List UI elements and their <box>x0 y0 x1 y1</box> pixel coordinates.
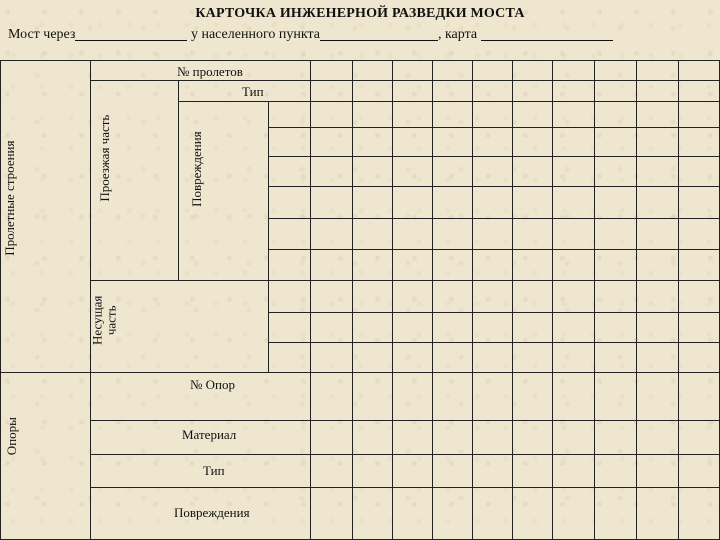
span-number-header: № пролетов <box>177 64 243 79</box>
span-type-header: Тип <box>242 84 264 99</box>
supports-section-label: Опоры <box>3 417 19 456</box>
map-label: , карта <box>437 27 478 42</box>
deck-label: Проезжая часть <box>96 114 112 202</box>
bearing-label: Несущая часть <box>89 295 119 345</box>
spans-section-label: Пролетные строения <box>1 140 17 256</box>
support-damage-header: Повреждения <box>174 505 250 520</box>
deck-damage-label: Повреждения <box>188 131 204 207</box>
support-material-header: Материал <box>182 427 237 442</box>
card-title: КАРТОЧКА ИНЖЕНЕРНОЙ РАЗВЕДКИ МОСТА <box>195 6 525 21</box>
support-type-header: Тип <box>203 463 225 478</box>
bridge-over-label: Мост через <box>8 27 76 42</box>
support-number-header: № Опор <box>190 377 235 392</box>
settlement-label: у населенного пункта <box>190 27 320 42</box>
